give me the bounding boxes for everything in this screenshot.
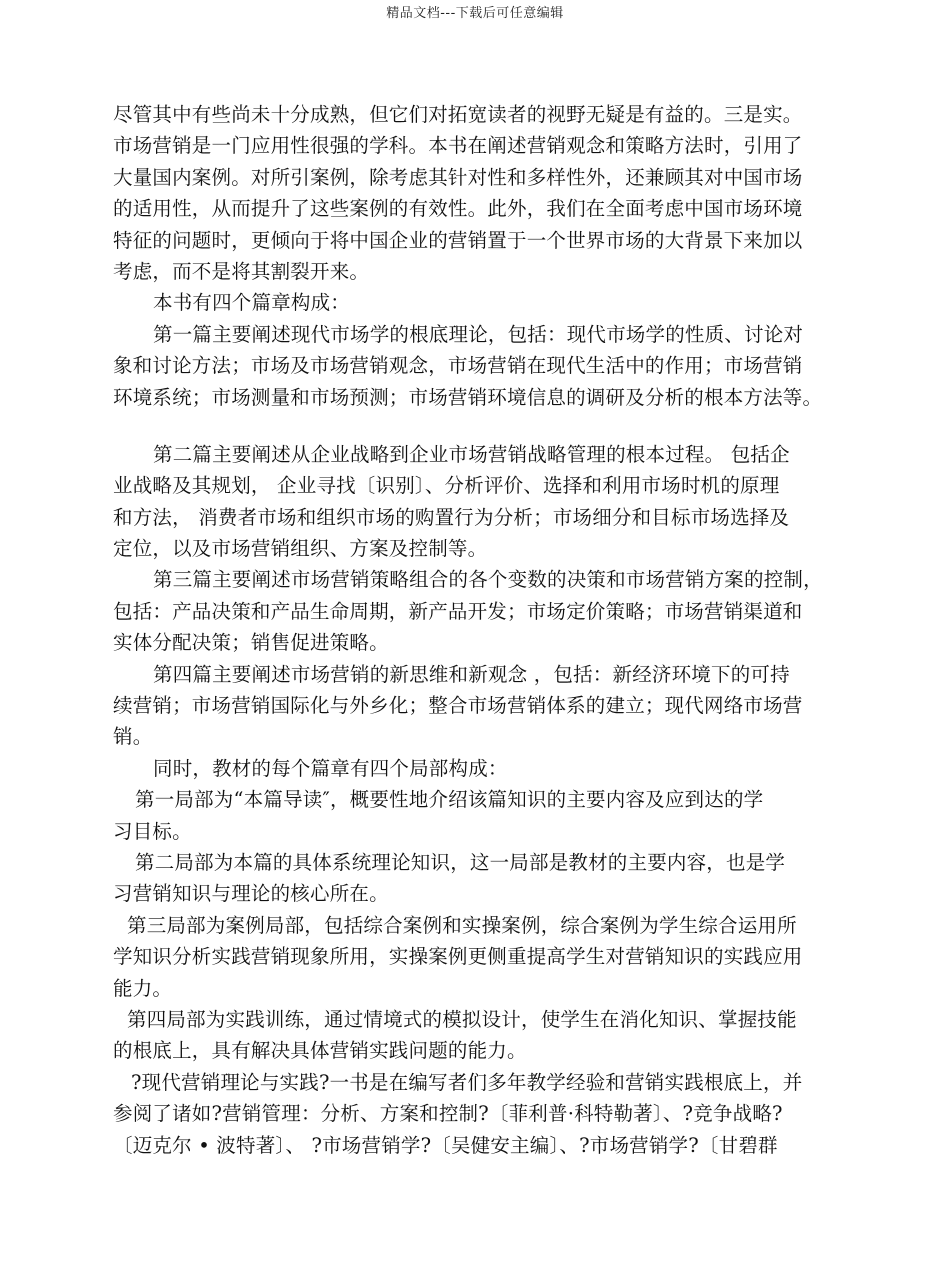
text-line: 第三篇主要阐述市场营销策略组合的各个变数的决策和市场营销方案的控制， — [153, 568, 823, 592]
text-line: 环境系统；市场测量和市场预测；市场营销环境信息的调研及分析的根本方法等。 — [113, 385, 823, 409]
text-line: 习目标。 — [113, 819, 192, 843]
text-line: 包括：产品决策和产品生命周期，新产品开发；市场定价策略；市场营销渠道和 — [113, 599, 803, 623]
text-line: 本书有四个篇章构成： — [153, 291, 351, 315]
text-line: 续营销；市场营销国际化与外乡化；整合市场营销体系的建立；现代网络市场营 — [113, 694, 803, 718]
text-line: 特征的问题时，更倾向于将中国企业的营销置于一个世界市场的大背景下来加以 — [113, 228, 803, 252]
text-line: 考虑，而不是将其割裂开来。 — [113, 259, 370, 283]
text-line: 尽管其中有些尚未十分成熟，但它们对拓宽读者的视野无疑是有益的。三是实。 — [113, 103, 803, 126]
text-line: 第二局部为本篇的具体系统理论知识，这一局部是教材的主要内容，也是学 — [135, 850, 786, 874]
text-line: 〔迈克尔 • 波特著〕、 ?市场营销学?〔吴健安主编〕、?市场营销学?〔甘碧群 — [113, 1133, 778, 1157]
text-line: 参阅了诸如?营销管理：分析、方案和控制?〔菲利普·科特勒著〕、?竞争战略? — [113, 1102, 783, 1126]
text-line: 第四局部为实践训练，通过情境式的模拟设计，使学生在消化知识、掌握技能 — [127, 1007, 797, 1031]
paragraph-gap — [113, 413, 853, 439]
text-line: 实体分配决策；销售促进策略。 — [113, 631, 389, 655]
text-line: 业战略及其规划， 企业寻找〔识别〕、分析评价、选择和利用市场时机的原理 — [113, 474, 780, 498]
page-header: 精品文档---下载后可任意编辑 — [386, 6, 564, 21]
text-line: ?现代营销理论与实践?一书是在编写者们多年教学经验和营销实践根底上，并 — [131, 1070, 803, 1094]
text-line: 市场营销是一门应用性很强的学科。本书在阐述营销观念和策略方法时，引用了 — [113, 134, 803, 158]
text-line: 的适用性，从而提升了这些案例的有效性。此外，我们在全面考虑中国市场环境 — [113, 197, 803, 221]
text-line: 象和讨论方法；市场及市场营销观念，市场营销在现代生活中的作用；市场营销 — [113, 354, 803, 378]
document-body — [113, 99, 853, 1161]
text-line: 的根底上，具有解决具体营销实践问题的能力。 — [113, 1039, 527, 1063]
text-line: 第一局部为“本篇导读″，概要性地介绍该篇知识的主要内容及应到达的学 — [135, 788, 764, 812]
text-line: 习营销知识与理论的核心所在。 — [113, 882, 389, 906]
text-line: 能力。 — [113, 976, 173, 1000]
text-line: 第三局部为案例局部，包括综合案例和实操案例，综合案例为学生综合运用所 — [127, 913, 797, 937]
text-line: 同时，教材的每个篇章有四个局部构成： — [153, 756, 508, 780]
text-line: 大量国内案例。对所引案例，除考虑其针对性和多样性外，还兼顾其对中国市场 — [113, 165, 803, 189]
text-line: 第二篇主要阐述从企业战略到企业市场营销战略管理的根本过程。 包括企 — [153, 442, 790, 466]
text-line: 销。 — [113, 725, 153, 749]
text-line: 学知识分析实践营销现象所用，实操案例更侧重提高学生对营销知识的实践应用 — [113, 945, 803, 969]
text-line: 第一篇主要阐述现代市场学的根底理论，包括：现代市场学的性质、讨论对 — [153, 322, 804, 346]
text-line: 第四篇主要阐述市场营销的新思维和新观念 ，包括：新经济环境下的可持 — [153, 662, 790, 686]
text-line: 定位，以及市场营销组织、方案及控制等。 — [113, 537, 488, 561]
text-line: 和方法， 消费者市场和组织市场的购置行为分析；市场细分和目标市场选择及 — [113, 505, 790, 529]
